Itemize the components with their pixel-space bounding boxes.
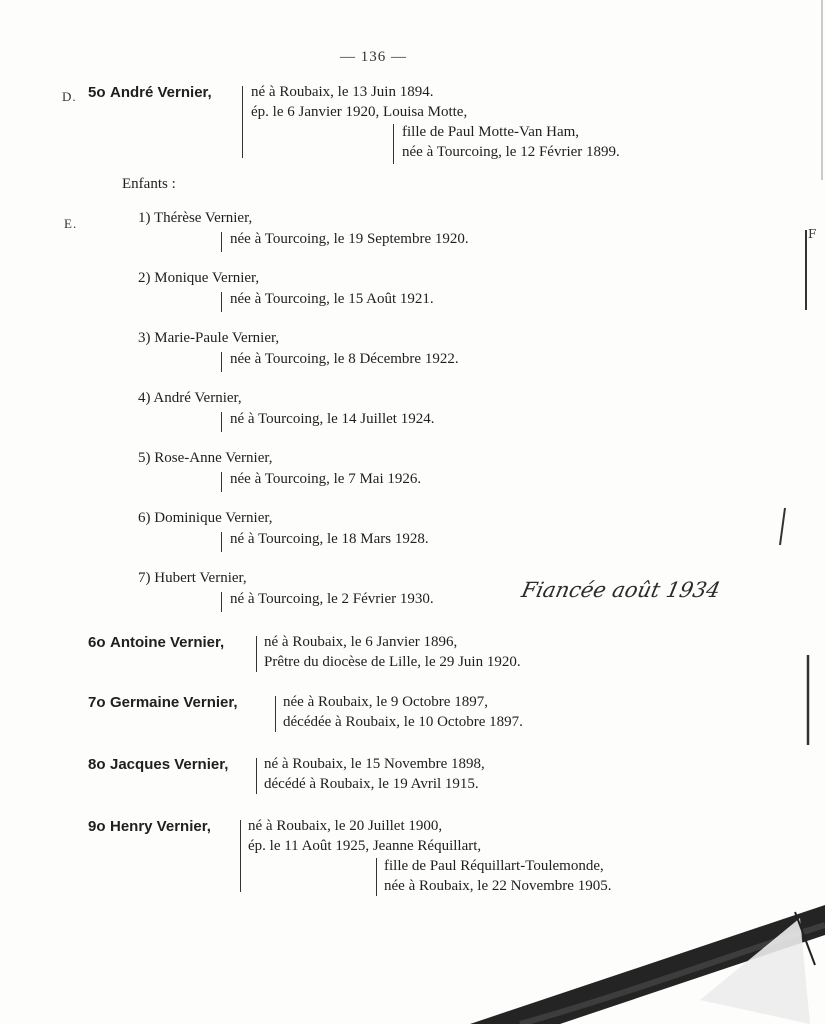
entry-name-henry: Henry Vernier, [110,818,211,835]
entry-number: 6o [88,634,106,651]
entry-line: né à Roubaix, le 6 Janvier 1896, [264,634,458,650]
henry-wife-birth: née à Roubaix, le 22 Novembre 1905. [384,878,612,894]
andre-birth: né à Roubaix, le 13 Juin 1894. [251,84,434,100]
child-birth: née à Tourcoing, le 7 Mai 1926. [230,471,422,487]
child-name: 5) Rose-Anne Vernier, [138,450,273,466]
generation-label-e: E. [64,216,78,231]
andre-wife-birth: née à Tourcoing, le 12 Février 1899. [402,144,620,160]
andre-marriage: ép. le 6 Janvier 1920, Louisa Motte, [251,104,468,120]
child-name: 2) Monique Vernier, [138,270,260,286]
child-birth: née à Tourcoing, le 15 Août 1921. [230,291,434,307]
child-name: 7) Hubert Vernier, [138,570,247,586]
child-birth: née à Tourcoing, le 8 Décembre 1922. [230,351,459,367]
child-name: 3) Marie-Paule Vernier, [138,330,280,346]
entry-number-henry: 9o [88,818,106,835]
henry-wife-parent: fille de Paul Réquillart-Toulemonde, [384,858,604,874]
henry-marriage: ép. le 11 Août 1925, Jeanne Réquillart, [248,838,482,854]
child-birth: née à Tourcoing, le 19 Septembre 1920. [230,231,469,247]
entry-line: Prêtre du diocèse de Lille, le 29 Juin 1920. [264,654,521,670]
entry-line: née à Roubaix, le 9 Octobre 1897, [283,694,488,710]
entry-name: Germaine Vernier, [110,694,238,711]
child-name: 1) Thérèse Vernier, [138,210,253,226]
child-birth: né à Tourcoing, le 14 Juillet 1924. [230,411,435,427]
child-name: 6) Dominique Vernier, [138,510,273,526]
entry-line: décédé à Roubaix, le 19 Avril 1915. [264,776,479,792]
entry-line: né à Roubaix, le 15 Novembre 1898, [264,756,485,772]
child-birth: né à Tourcoing, le 2 Février 1930. [230,591,434,607]
children-heading: Enfants : [122,176,176,192]
svg-text:F: F [808,227,817,241]
child-birth: né à Tourcoing, le 18 Mars 1928. [230,531,429,547]
andre-wife-parent: fille de Paul Motte-Van Ham, [402,124,580,140]
entry-name: Antoine Vernier, [110,634,225,651]
entry-number-andre: 5o [88,84,106,101]
page-number: — 136 — [340,49,407,65]
entry-line: décédée à Roubaix, le 10 Octobre 1897. [283,714,523,730]
entry-name: Jacques Vernier, [110,756,229,773]
generation-label-d: D. [62,89,77,104]
entry-number: 7o [88,694,106,711]
entry-name-andre: André Vernier, [110,84,212,101]
child-name: 4) André Vernier, [138,390,242,406]
handwritten-annotation: Fiancée août 1934 [519,578,723,602]
entry-number: 8o [88,756,106,773]
henry-birth: né à Roubaix, le 20 Juillet 1900, [248,818,443,834]
